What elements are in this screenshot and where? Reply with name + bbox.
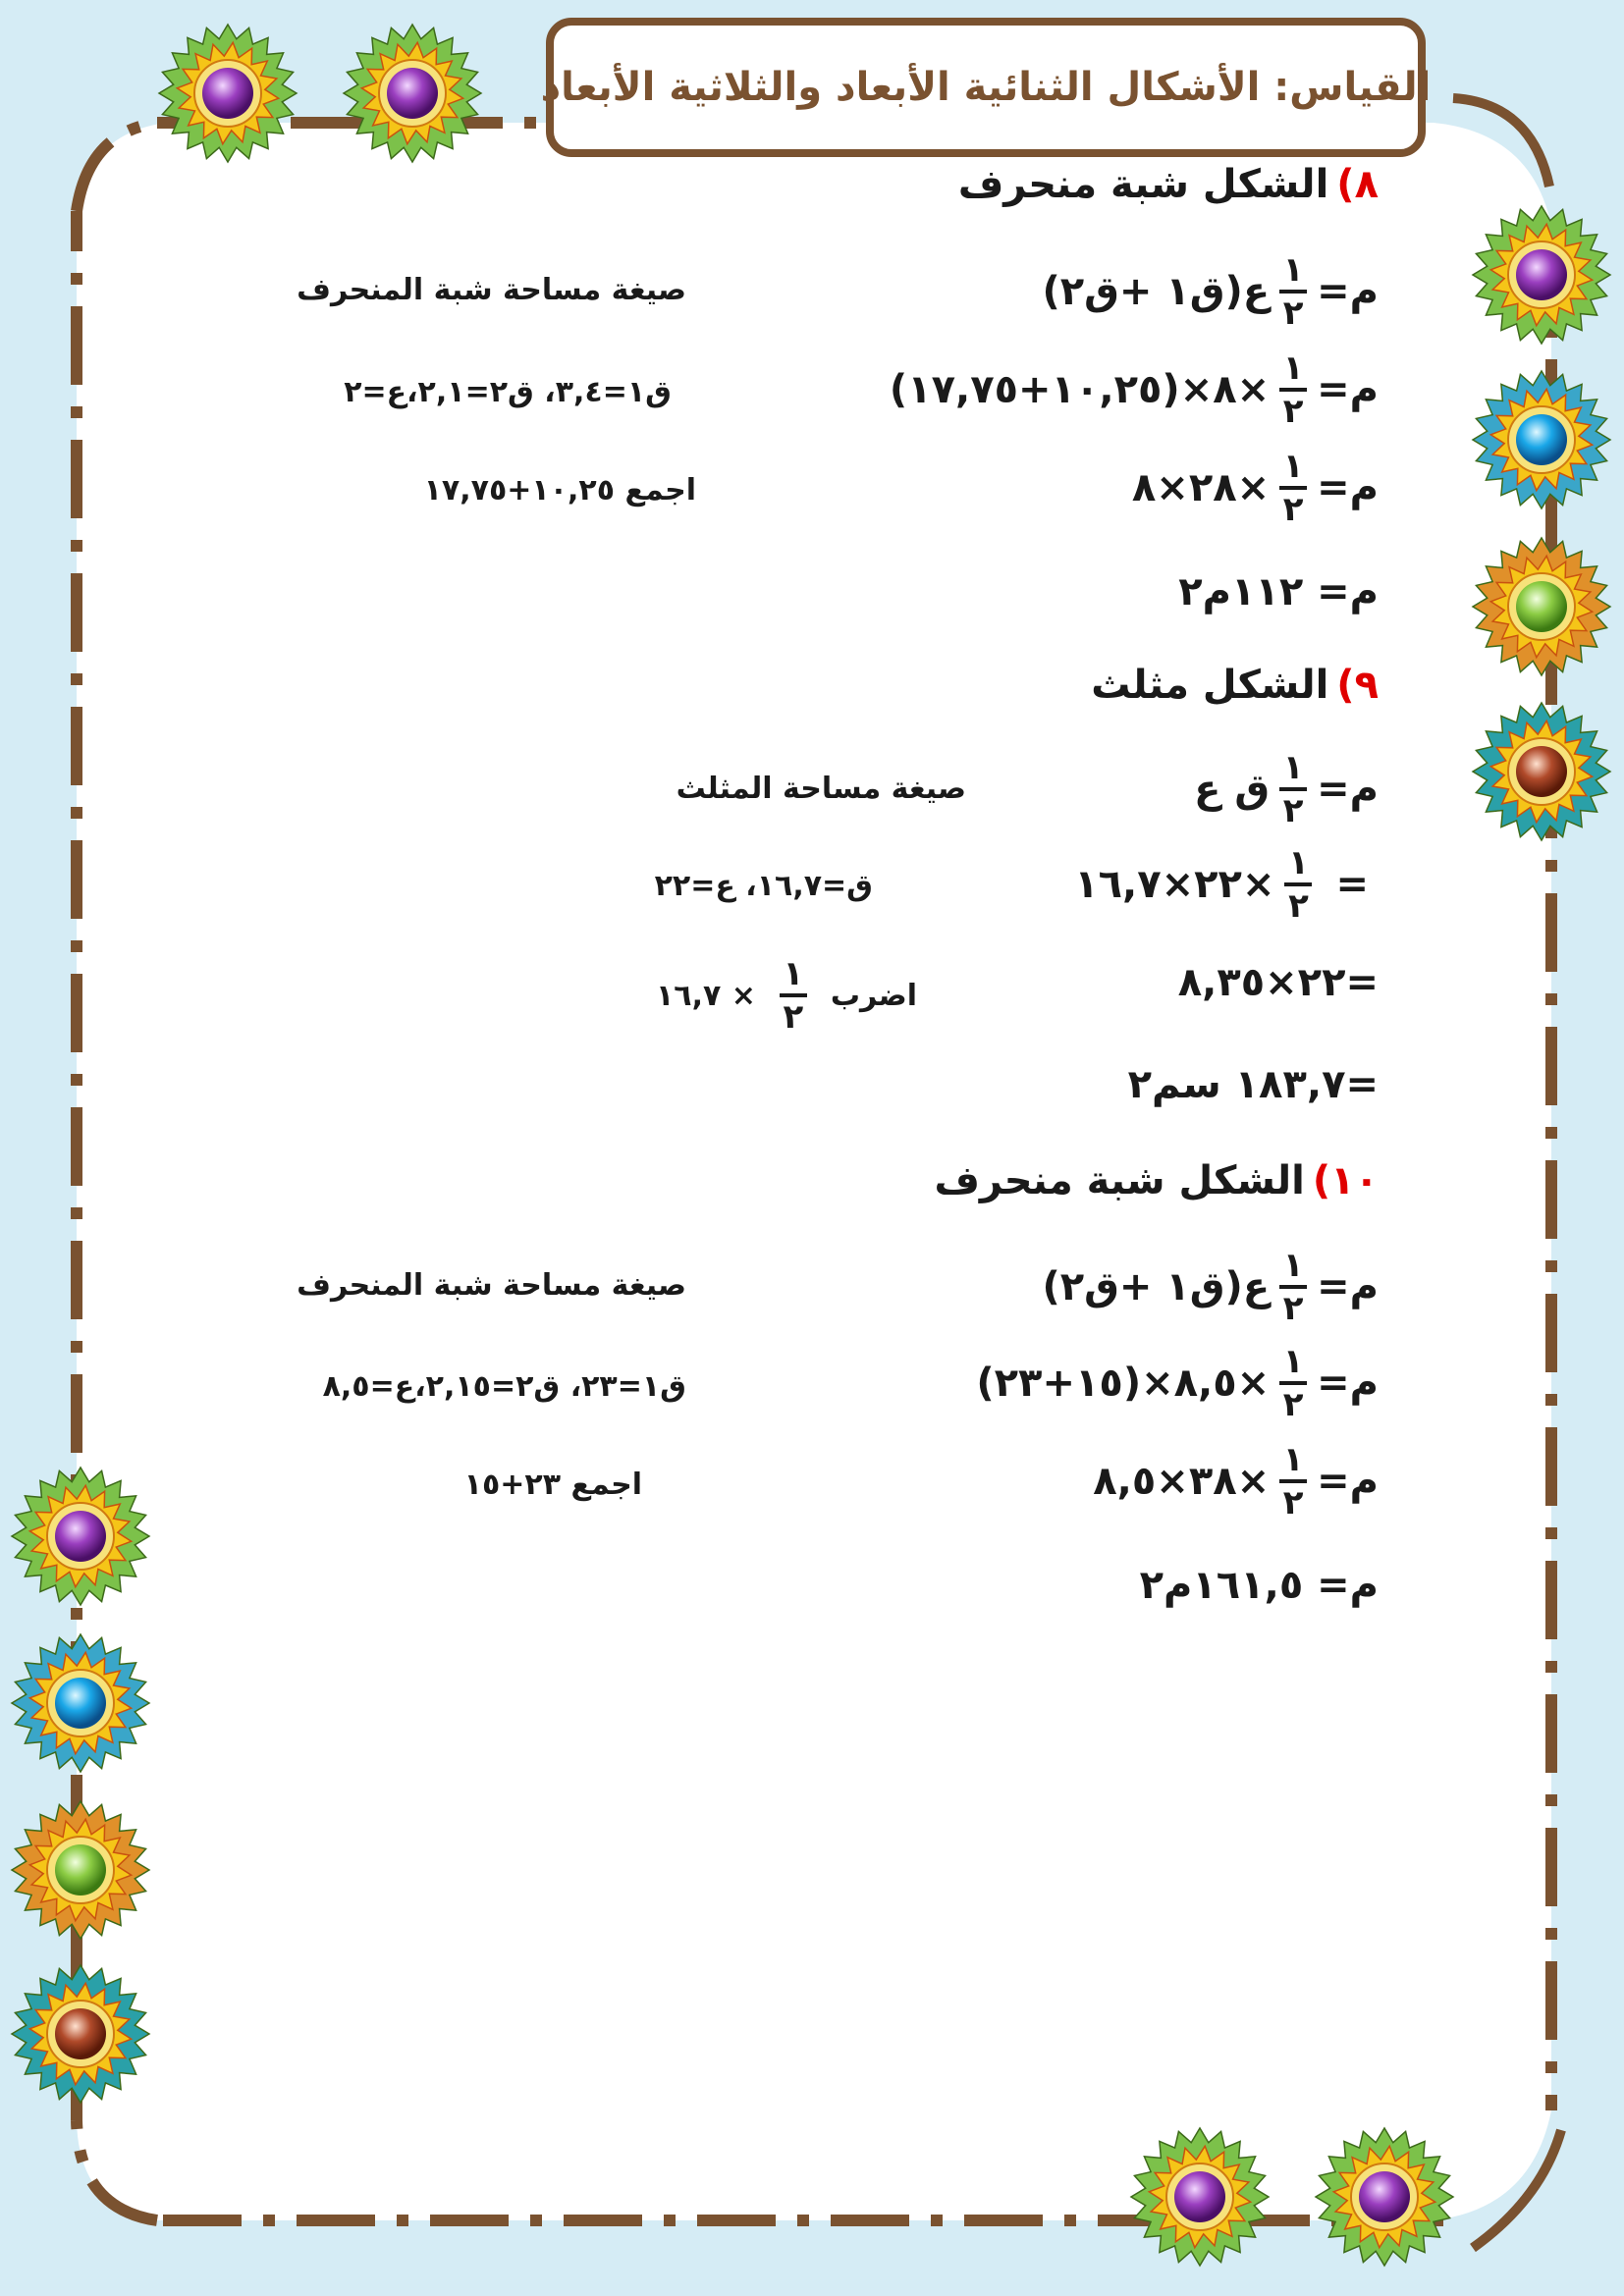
equation-rest: ×٢٢×١٦,٧ [1074,862,1275,907]
equation-rest: ×٣٨×٨,٥ [1093,1459,1271,1504]
denominator: ٢ [1282,1483,1304,1522]
problem-9-line-1 [1194,748,1379,830]
numerator: ١ [1282,1440,1304,1479]
denominator: ٢ [1282,791,1304,830]
problem-9-note-2: ق=١٦,٧، ع=٢٢ [654,869,873,903]
page-title: القياس: الأشكال الثنائية الأبعاد والثلاثية الأبعاد [540,65,1432,110]
denominator: ٢ [1282,392,1304,431]
problem-9-result: =١٨٣,٧ سم٢ [1127,1062,1379,1107]
problem-10-result: م= ١٦١,٥م٢ [1139,1563,1379,1608]
problem-8-heading [958,162,1379,207]
heading-text: الشكل شبة منحرف [957,162,1329,207]
numerator: ١ [1282,348,1304,388]
problem-8-line-1 [1042,250,1379,333]
denominator: ٢ [783,997,804,1037]
problem-8-note-1: صيغة مساحة شبة المنحرف [297,273,686,307]
fraction-one-half [1279,348,1307,431]
problem-9-heading [1091,663,1379,708]
fraction-one-half [1279,447,1307,529]
problem-number: ٩) [1336,663,1379,708]
denominator: ٢ [1282,294,1304,333]
problem-9-line-2 [1074,843,1369,926]
note-text: × ١٦,٧ [655,978,756,1013]
problem-8-note-3: اجمع ١٠,٢٥+١٧,٧٥ [423,473,696,507]
denominator: ٢ [1288,886,1309,926]
equation-rest: ×٨×(١٠,٢٥+١٧,٧٥) [889,367,1271,412]
heading-text: الشكل شبة منحرف [934,1158,1305,1203]
numerator: ١ [1282,250,1304,290]
numerator: ١ [1282,447,1304,486]
numerator: ١ [1282,1342,1304,1381]
fraction-one-half [780,954,807,1037]
problem-number: ١٠) [1312,1158,1379,1203]
problem-8-line-2 [889,348,1379,431]
problem-10-line-2 [976,1342,1379,1424]
fraction-one-half [1279,1342,1307,1424]
title-box [540,18,1432,157]
equation-prefix: م= [1317,465,1379,510]
equation-prefix: م= [1317,269,1379,314]
numerator: ١ [1288,843,1309,882]
equation-prefix: م= [1317,367,1379,412]
denominator: ٢ [1282,490,1304,529]
equation-prefix: م= [1317,1459,1379,1504]
heading-text: الشكل مثلث [1091,663,1329,708]
note-text: اضرب [830,978,917,1013]
equation-rest: ع(ق١ +ق٢) [1042,1264,1271,1309]
problem-10-note-3: اجمع ٢٣+١٥ [463,1468,642,1502]
equation-rest: ع(ق١ +ق٢) [1042,269,1271,314]
problem-10-line-1 [1042,1246,1379,1328]
problem-10-note-2: ق١=٢٣، ق٢=٢,١٥،ع=٨,٥ [322,1369,686,1404]
fraction-one-half [1284,843,1312,926]
problem-10-heading [934,1158,1379,1203]
numerator: ١ [783,954,804,993]
denominator: ٢ [1282,1385,1304,1424]
numerator: ١ [1282,748,1304,787]
equation-rest: ×٢٨×٨ [1131,465,1271,510]
problem-10-line-3 [1093,1440,1379,1522]
fraction-one-half [1279,250,1307,333]
denominator: ٢ [1282,1289,1304,1328]
equation-prefix: م= [1317,1264,1379,1309]
problem-9-note-1: صيغة مساحة المثلث [676,772,966,806]
fraction-one-half [1279,1246,1307,1328]
problem-number: ٨) [1336,162,1379,207]
problem-8-result: م= ١١٢م٢ [1178,569,1379,614]
equation-prefix: = [1335,862,1369,907]
equation-rest: ×٨,٥×(١٥+٢٣) [976,1361,1271,1406]
fraction-one-half [1279,1440,1307,1522]
problem-9-line-3: =٢٢×٨,٣٥ [1177,960,1379,1005]
fraction-one-half [1279,748,1307,830]
problem-8-line-3 [1131,447,1379,529]
problem-9-note-3 [655,954,917,1037]
equation-prefix: م= [1317,767,1379,812]
problem-10-note-1: صيغة مساحة شبة المنحرف [297,1268,686,1303]
numerator: ١ [1282,1246,1304,1285]
problem-8-note-2: ق١=٣,٤، ق٢=٢,١،ع=٢ [344,375,672,409]
equation-prefix: م= [1317,1361,1379,1406]
equation-rest: ق ع [1194,767,1271,812]
